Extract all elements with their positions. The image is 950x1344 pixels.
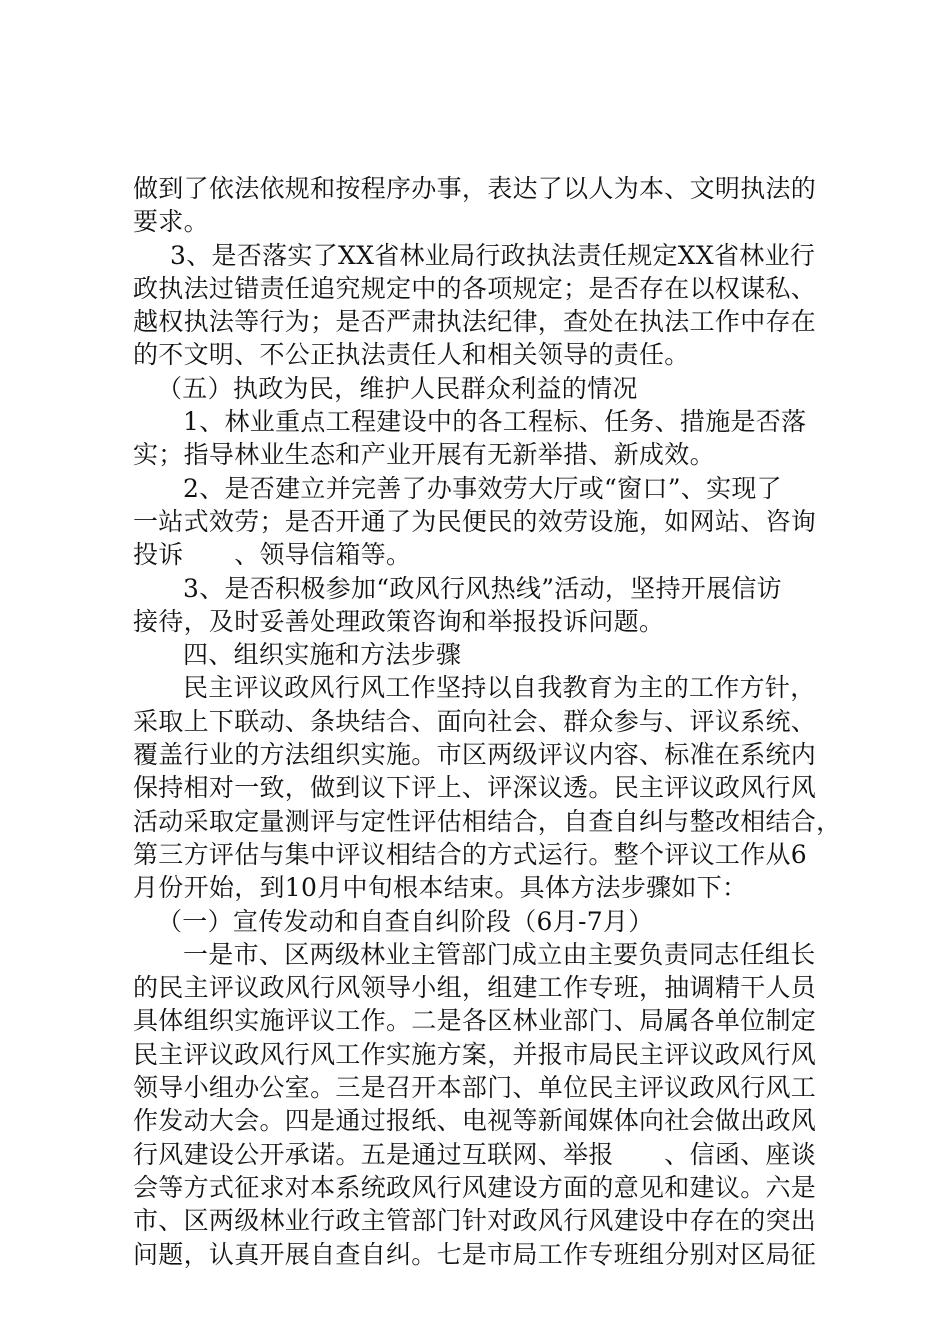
- text-line: 市、区两级林业行政主管部门针对政风行风建设中存在的突出: [133, 1206, 817, 1236]
- text-line: 覆盖行业的方法组织实施。市区两级评议内容、标准在系统内: [133, 740, 817, 770]
- text-line: 接待，及时妥善处理政策咨询和举报投诉问题。: [133, 606, 665, 636]
- text-line: 政执法过错责任追究规定中的各项规定；是否存在以权谋私、: [133, 273, 817, 303]
- text-line: 作发动大会。四是通过报纸、电视等新闻媒体向社会做出政风: [133, 1106, 817, 1136]
- document-body: [133, 172, 842, 1271]
- text-line: 做到了依法依规和按程序办事，表达了以人为本、文明执法的: [133, 174, 817, 203]
- text-line: 一站式效劳；是否开通了为民便民的效劳设施，如网站、咨询: [133, 506, 817, 536]
- text-line: 实；指导林业生态和产业开展有无新举措、新成效。: [133, 440, 715, 470]
- section-heading: （一）宣传发动和自查自纠阶段（6月-7月）: [157, 906, 654, 936]
- text-line: 1、林业重点工程建设中的各工程标、任务、措施是否落: [183, 407, 807, 437]
- text-line: 投诉 、领导信箱等。: [133, 540, 412, 570]
- text-line: 保持相对一致，做到议下评上、评深议透。民主评议政风行风: [133, 773, 817, 803]
- section-heading: （五）执政为民，维护人民群众利益的情况: [157, 373, 638, 403]
- text-line: 采取上下联动、条块结合、面向社会、群众参与、评议系统、: [133, 706, 817, 736]
- text-line: 民主评议政风行风工作坚持以自我教育为主的工作方针，: [183, 673, 816, 703]
- text-line: 要求。: [133, 207, 209, 237]
- text-line: 领导小组办公室。三是召开本部门、单位民主评议政风行风工: [133, 1073, 817, 1103]
- text-line: 行风建设公开承诺。五是通过互联网、举报 、信函、座谈: [133, 1139, 817, 1169]
- text-line: 越权执法等行为；是否严肃执法纪律，查处在执法工作中存在: [133, 307, 817, 337]
- text-line: 2、是否建立并完善了办事效劳大厅或“窗口”、实现了: [183, 473, 782, 503]
- text-line: 3、是否积极参加“政风行风热线”活动，坚持开展信访: [183, 573, 782, 603]
- text-line: 会等方式征求对本系统政风行风建设方面的意见和建议。六是: [133, 1172, 817, 1202]
- text-line: 的不文明、不公正执法责任人和相关领导的责任。: [133, 340, 690, 370]
- text-line: 民主评议政风行风工作实施方案，并报市局民主评议政风行风: [133, 1039, 817, 1069]
- section-heading: 四、组织实施和方法步骤: [183, 640, 462, 670]
- text-line: 的民主评议政风行风领导小组，组建工作专班，抽调精干人员: [133, 973, 817, 1003]
- text-line: 第三方评估与集中评议相结合的方式运行。整个评议工作从6: [133, 839, 808, 869]
- text-line: 问题，认真开展自查自纠。七是市局工作专班组分别对区局征: [133, 1239, 817, 1269]
- text-line: 一是市、区两级林业主管部门成立由主要负责同志任组长: [183, 939, 816, 969]
- text-line: 3、是否落实了XX省林业局行政执法责任规定XX省林业行: [170, 240, 816, 270]
- text-line: 具体组织实施评议工作。二是各区林业部门、局属各单位制定: [133, 1006, 817, 1036]
- text-line: 活动采取定量测评与定性评估相结合，自查自纠与整改相结合，: [133, 806, 842, 836]
- text-line: 月份开始，到10月中旬根本结束。具体方法步骤如下：: [133, 873, 748, 903]
